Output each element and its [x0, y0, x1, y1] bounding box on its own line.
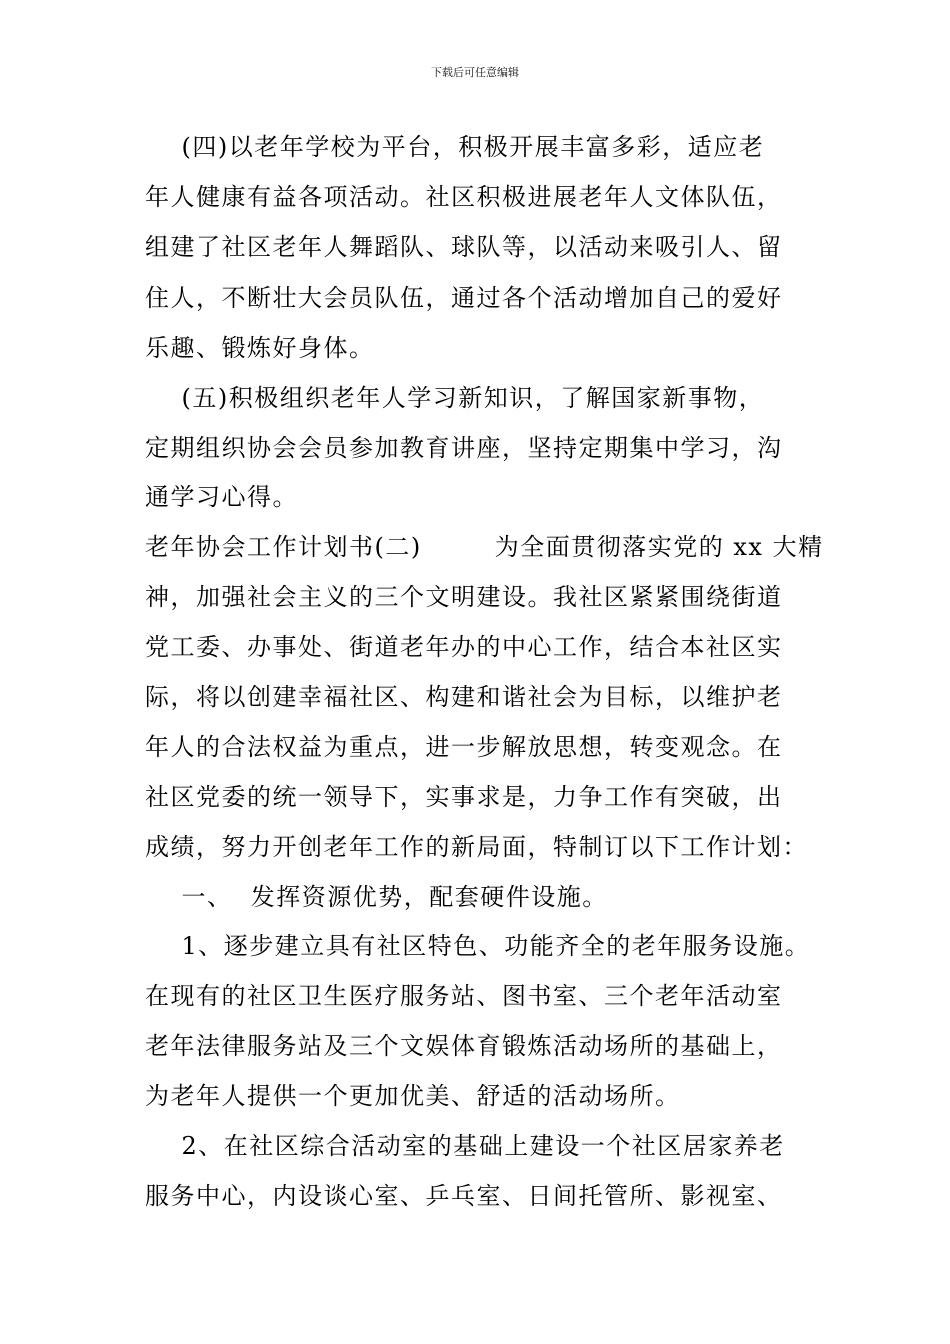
paragraph-line: 服务中心，内设谈心室、乒乓室、日间托管所、影视室、 [145, 1182, 783, 1210]
paragraph-line: 住人，不断壮大会员队伍，通过各个活动增加自己的爱好 [145, 284, 783, 312]
header-note: 下载后可任意编辑 [431, 66, 519, 79]
paragraph-line: 社区党委的统一领导下，实事求是，力争工作有突破，出 [145, 783, 783, 811]
paragraph-line: 乐趣、锻炼好身体。 [145, 334, 375, 362]
paragraph-line: 在现有的社区卫生医疗服务站、图书室、三个老年活动室 [145, 982, 783, 1010]
paragraph-line: 神，加强社会主义的三个文明建设。我社区紧紧围绕街道 [145, 583, 783, 611]
paragraph-line: 通学习心得。 [145, 483, 298, 511]
heading-line: 一、 发挥资源优势，配套硬件设施。 [145, 883, 608, 911]
paragraph-line: 为老年人提供一个更加优美、舒适的活动场所。 [145, 1082, 681, 1110]
paragraph-line: 定期组织协会会员参加教育讲座，坚持定期集中学习，沟 [145, 434, 783, 462]
paragraph-line: 年人健康有益各项活动。社区积极进展老年人文体队伍， [145, 183, 783, 211]
paragraph-line: (五)积极组织老年人学习新知识，了解国家新事物， [145, 384, 765, 412]
paragraph-line: 年人的合法权益为重点，进一步解放思想，转变观念。在 [145, 733, 783, 761]
section-title-line: 老年协会工作计划书(二) 为全面贯彻落实党的 xx 大精 [145, 533, 824, 561]
paragraph-line: 成绩，努力开创老年工作的新局面，特制订以下工作计划： [145, 833, 808, 861]
paragraph-line: 2、在社区综合活动室的基础上建设一个社区居家养老 [145, 1132, 785, 1160]
paragraph-line: 1、逐步建立具有社区特色、功能齐全的老年服务设施。 [145, 932, 811, 960]
paragraph-line: 际，将以创建幸福社区、构建和谐社会为目标，以维护老 [145, 683, 783, 711]
paragraph-line: 组建了社区老年人舞蹈队、球队等，以活动来吸引人、留 [145, 233, 783, 261]
paragraph-line: 党工委、办事处、街道老年办的中心工作，结合本社区实 [145, 633, 783, 661]
paragraph-line: 老年法律服务站及三个文娱体育锻炼活动场所的基础上， [145, 1032, 783, 1060]
paragraph-line: (四)以老年学校为平台，积极开展丰富多彩，适应老 [145, 133, 765, 161]
